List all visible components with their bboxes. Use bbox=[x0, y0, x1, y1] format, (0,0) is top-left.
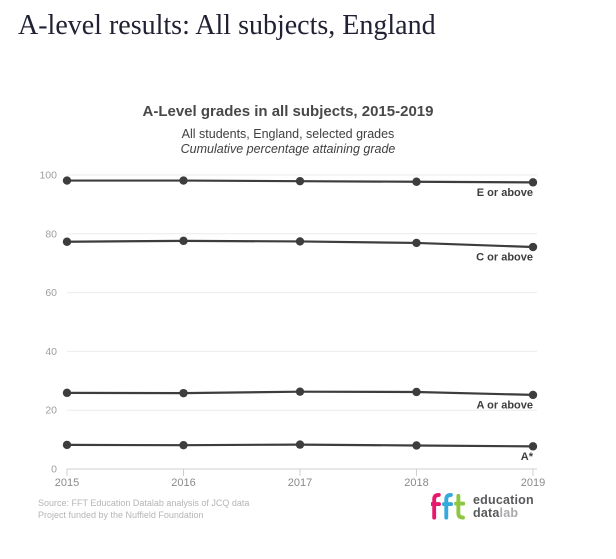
x-tick-label: 2019 bbox=[520, 477, 546, 489]
source-line-1: Source: FFT Education Datalab analysis of JCQ data bbox=[38, 498, 250, 508]
y-tick-label: 60 bbox=[45, 287, 57, 300]
series-label: A* bbox=[520, 450, 533, 463]
data-point bbox=[179, 389, 187, 397]
data-point bbox=[412, 239, 420, 247]
x-tick-label: 2015 bbox=[54, 477, 80, 489]
chart-title: A-Level grades in all subjects, 2015-2019 bbox=[142, 103, 434, 120]
data-point bbox=[529, 178, 537, 186]
data-point bbox=[296, 387, 304, 395]
y-tick-label: 80 bbox=[45, 228, 57, 241]
logo-letter-f bbox=[444, 495, 451, 518]
source-note bbox=[38, 497, 249, 521]
logo-text-line1: education bbox=[473, 493, 534, 507]
line-chart bbox=[0, 95, 616, 495]
x-tick-label: 2018 bbox=[404, 477, 429, 489]
data-point bbox=[529, 243, 537, 251]
data-point bbox=[296, 440, 304, 448]
x-tick-label: 2016 bbox=[171, 477, 196, 489]
series-label: E or above bbox=[476, 186, 533, 199]
data-point bbox=[296, 177, 304, 185]
x-tick-label: 2017 bbox=[287, 477, 313, 489]
data-point bbox=[63, 238, 71, 246]
y-tick-label: 20 bbox=[45, 404, 57, 417]
data-point bbox=[529, 391, 537, 399]
chart-note: Cumulative percentage attaining grade bbox=[180, 142, 396, 156]
data-point bbox=[529, 442, 537, 450]
logo-text-line2: datalab bbox=[473, 506, 519, 520]
data-point bbox=[63, 389, 71, 397]
data-point bbox=[63, 176, 71, 184]
logo-letter-f bbox=[432, 495, 439, 518]
series-label: C or above bbox=[476, 251, 533, 264]
source-line-2: Project funded by the Nuffield Foundation bbox=[38, 510, 204, 520]
logo-letter-t bbox=[456, 496, 463, 518]
data-point bbox=[412, 441, 420, 449]
y-tick-label: 0 bbox=[51, 463, 57, 476]
y-tick-label: 40 bbox=[45, 345, 57, 358]
chart-subtitle: All students, England, selected grades bbox=[181, 127, 395, 141]
fft-education-datalab-logo bbox=[431, 492, 534, 521]
fft-logo-icon bbox=[431, 492, 466, 521]
data-point bbox=[179, 176, 187, 184]
series-label: A or above bbox=[476, 399, 533, 412]
data-point bbox=[63, 441, 71, 449]
y-tick-label: 100 bbox=[39, 169, 57, 182]
data-point bbox=[412, 388, 420, 396]
data-point bbox=[412, 178, 420, 186]
data-point bbox=[296, 237, 304, 245]
logo-text bbox=[473, 494, 534, 520]
data-point bbox=[179, 237, 187, 245]
page-title: A-level results: All subjects, England bbox=[18, 10, 436, 41]
data-point bbox=[179, 441, 187, 449]
